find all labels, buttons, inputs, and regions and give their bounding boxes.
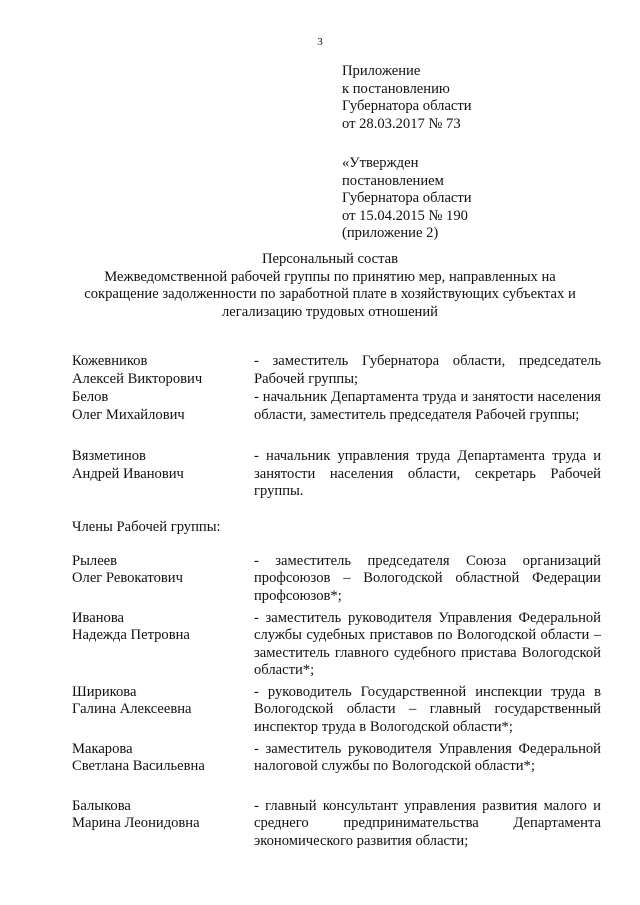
member-surname: Балыкова (72, 797, 131, 814)
member-surname: Вязметинов (72, 448, 146, 464)
approved-line: от 15.04.2015 № 190 (342, 207, 468, 224)
approved-line: постановлением (342, 172, 444, 189)
member-row-chair (72, 353, 602, 387)
member-given-names: Олег Ревокатович (72, 570, 183, 586)
member-surname: Белов (72, 389, 109, 405)
member-role: - начальник Департамента труда и занятости населения области, заместитель председателя Рабочей группы; (254, 389, 601, 423)
member-name (72, 553, 254, 606)
page-number: 3 (317, 36, 323, 48)
member-name (72, 448, 254, 505)
member-given-names: Светлана Васильевна (72, 758, 205, 774)
member-given-names: Андрей Иванович (72, 465, 184, 482)
member-name (72, 389, 254, 446)
appendix-line: от 28.03.2017 № 73 (342, 115, 461, 132)
member-row (72, 798, 602, 851)
member-given-names: Олег Михайлович (72, 406, 185, 423)
appendix-line: Приложение (342, 63, 421, 79)
members-heading: Члены Рабочей группы: (72, 519, 221, 535)
title-line: Межведомственной рабочей группы по принятию мер, направленных на (104, 268, 556, 285)
member-row (72, 610, 602, 680)
member-role: - главный консультант управления развития малого и среднего предпринимательства Департамента экономического развития области; (254, 797, 601, 849)
member-surname: Кожевников (72, 353, 148, 369)
member-name (72, 741, 254, 794)
member-row-deputy-chair (72, 389, 602, 446)
member-row-secretary (72, 448, 602, 505)
title-line: легализацию трудовых отношений (222, 303, 438, 320)
appendix-line: к постановлению (342, 80, 450, 97)
member-given-names: Алексей Викторович (72, 370, 203, 387)
member-role: - заместитель Губернатора области, председатель Рабочей группы; (254, 353, 601, 387)
member-row (72, 741, 602, 794)
member-surname: Макарова (72, 740, 133, 757)
member-name (72, 353, 254, 387)
member-surname: Иванова (72, 609, 124, 626)
approved-line: (приложение 2) (342, 225, 439, 241)
member-given-names: Марина Леонидовна (72, 815, 200, 831)
member-role: - заместитель руководителя Управления Федеральной службы судебных приставов по Вологодской области – заместитель главного судебного пристава Вологодской области*; (254, 609, 601, 678)
member-row (72, 553, 602, 606)
appendix-approval-block (342, 63, 622, 243)
member-role: - заместитель председателя Союза организаций профсоюзов – Вологодской областной Федерации профсоюзов*; (254, 552, 601, 604)
document-title (60, 251, 600, 321)
member-role: - начальник управления труда Департамента труда и занятости населения области, секретарь Рабочей группы. (254, 448, 601, 499)
approved-line: «Утвержден (342, 155, 419, 171)
member-name (72, 798, 254, 851)
appendix-line: Губернатора области (342, 98, 472, 114)
spacer (342, 133, 622, 155)
member-name (72, 610, 254, 680)
member-list (72, 353, 602, 851)
member-role: - заместитель руководителя Управления Федеральной налоговой службы по Вологодской области*; (254, 740, 601, 774)
member-role: - руководитель Государственной инспекции труда в Вологодской области – главный государственный инспектор труда в Вологодской области*; (254, 683, 601, 735)
member-given-names: Галина Алексеевна (72, 701, 192, 717)
member-surname: Рылеев (72, 552, 118, 569)
member-surname: Ширикова (72, 683, 137, 700)
member-name (72, 684, 254, 737)
member-given-names: Надежда Петровна (72, 627, 190, 643)
title-line: сокращение задолженности по заработной плате в хозяйствующих субъектах и (84, 286, 576, 302)
member-row (72, 684, 602, 737)
title-heading: Персональный состав (261, 251, 399, 267)
approved-line: Губернатора области (342, 190, 472, 206)
